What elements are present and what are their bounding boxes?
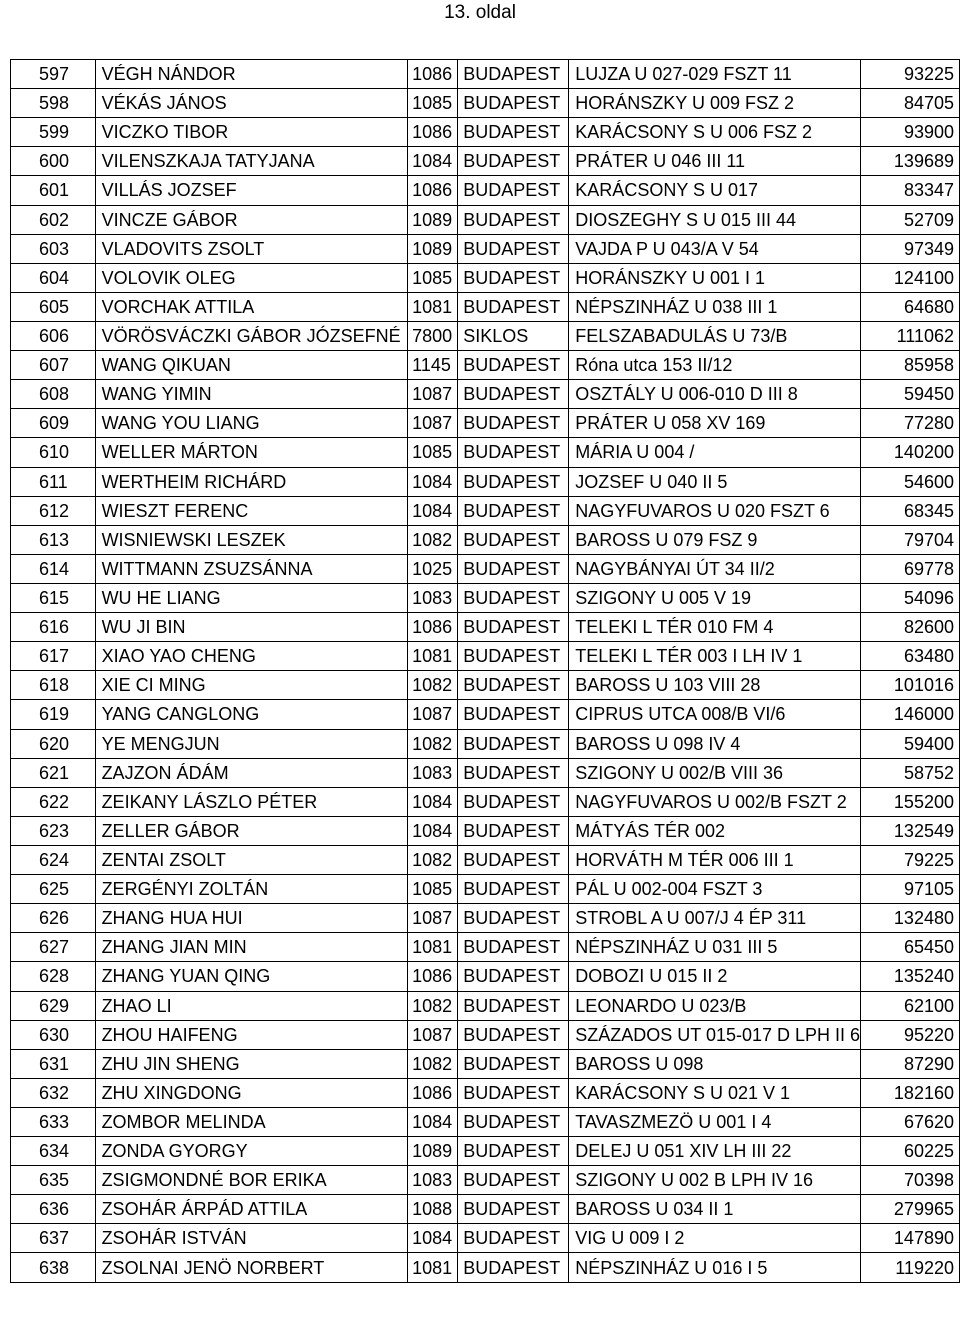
address-cell: NAGYFUVAROS U 002/B FSZT 2 xyxy=(569,787,861,816)
postal-code-cell: 1089 xyxy=(408,234,458,263)
amount-cell: 111062 xyxy=(861,321,960,350)
table-row xyxy=(11,904,960,933)
name-cell: VÖRÖSVÁCZKI GÁBOR JÓZSEFNÉ xyxy=(95,321,408,350)
address-cell: PÁL U 002-004 FSZT 3 xyxy=(569,875,861,904)
table-row xyxy=(11,438,960,467)
city-cell: BUDAPEST xyxy=(458,467,569,496)
postal-code-cell: 1084 xyxy=(408,1107,458,1136)
postal-code-cell: 1084 xyxy=(408,816,458,845)
address-cell: BAROSS U 098 xyxy=(569,1049,861,1078)
address-cell: PRÁTER U 058 XV 169 xyxy=(569,409,861,438)
name-cell: VILLÁS JOZSEF xyxy=(95,176,408,205)
amount-cell: 124100 xyxy=(861,263,960,292)
amount-cell: 147890 xyxy=(861,1224,960,1253)
row-number: 624 xyxy=(11,845,96,874)
name-cell: ZERGÉNYI ZOLTÁN xyxy=(95,875,408,904)
table-row xyxy=(11,787,960,816)
address-cell: SZIGONY U 002/B VIII 36 xyxy=(569,758,861,787)
city-cell: BUDAPEST xyxy=(458,525,569,554)
address-cell: STROBL A U 007/J 4 ÉP 311 xyxy=(569,904,861,933)
amount-cell: 54096 xyxy=(861,583,960,612)
row-number: 610 xyxy=(11,438,96,467)
postal-code-cell: 1089 xyxy=(408,205,458,234)
postal-code-cell: 1082 xyxy=(408,525,458,554)
city-cell: BUDAPEST xyxy=(458,1078,569,1107)
name-cell: ZEIKANY LÁSZLO PÉTER xyxy=(95,787,408,816)
postal-code-cell: 1081 xyxy=(408,933,458,962)
amount-cell: 58752 xyxy=(861,758,960,787)
postal-code-cell: 7800 xyxy=(408,321,458,350)
name-cell: ZHANG JIAN MIN xyxy=(95,933,408,962)
postal-code-cell: 1025 xyxy=(408,554,458,583)
city-cell: BUDAPEST xyxy=(458,875,569,904)
postal-code-cell: 1089 xyxy=(408,1137,458,1166)
row-number: 615 xyxy=(11,583,96,612)
postal-code-cell: 1084 xyxy=(408,1224,458,1253)
city-cell: BUDAPEST xyxy=(458,292,569,321)
name-cell: ZHANG YUAN QING xyxy=(95,962,408,991)
name-cell: ZHAO LI xyxy=(95,991,408,1020)
city-cell: BUDAPEST xyxy=(458,671,569,700)
page-number-label: 13. oldal xyxy=(444,2,516,23)
amount-cell: 82600 xyxy=(861,613,960,642)
table-row xyxy=(11,845,960,874)
city-cell: BUDAPEST xyxy=(458,642,569,671)
row-number: 636 xyxy=(11,1195,96,1224)
address-cell: MÁTYÁS TÉR 002 xyxy=(569,816,861,845)
postal-code-cell: 1084 xyxy=(408,147,458,176)
row-number: 628 xyxy=(11,962,96,991)
city-cell: BUDAPEST xyxy=(458,1253,569,1282)
postal-code-cell: 1086 xyxy=(408,962,458,991)
name-cell: ZSOHÁR ISTVÁN xyxy=(95,1224,408,1253)
amount-cell: 182160 xyxy=(861,1078,960,1107)
city-cell: BUDAPEST xyxy=(458,380,569,409)
address-cell: HORÁNSZKY U 001 I 1 xyxy=(569,263,861,292)
table-row xyxy=(11,816,960,845)
city-cell: BUDAPEST xyxy=(458,351,569,380)
row-number: 632 xyxy=(11,1078,96,1107)
postal-code-cell: 1087 xyxy=(408,1020,458,1049)
amount-cell: 146000 xyxy=(861,700,960,729)
row-number: 597 xyxy=(11,60,96,89)
city-cell: SIKLOS xyxy=(458,321,569,350)
name-cell: ZHU JIN SHENG xyxy=(95,1049,408,1078)
name-cell: VICZKO TIBOR xyxy=(95,118,408,147)
table-row xyxy=(11,1195,960,1224)
postal-code-cell: 1086 xyxy=(408,176,458,205)
amount-cell: 77280 xyxy=(861,409,960,438)
row-number: 630 xyxy=(11,1020,96,1049)
city-cell: BUDAPEST xyxy=(458,438,569,467)
row-number: 608 xyxy=(11,380,96,409)
postal-code-cell: 1082 xyxy=(408,729,458,758)
city-cell: BUDAPEST xyxy=(458,554,569,583)
amount-cell: 95220 xyxy=(861,1020,960,1049)
row-number: 616 xyxy=(11,613,96,642)
row-number: 612 xyxy=(11,496,96,525)
table-row xyxy=(11,991,960,1020)
row-number: 598 xyxy=(11,89,96,118)
amount-cell: 119220 xyxy=(861,1253,960,1282)
name-cell: WITTMANN ZSUZSÁNNA xyxy=(95,554,408,583)
amount-cell: 68345 xyxy=(861,496,960,525)
table-row xyxy=(11,642,960,671)
address-cell: HORVÁTH M TÉR 006 III 1 xyxy=(569,845,861,874)
city-cell: BUDAPEST xyxy=(458,176,569,205)
table-row xyxy=(11,118,960,147)
amount-cell: 97105 xyxy=(861,875,960,904)
table-row xyxy=(11,1078,960,1107)
row-number: 617 xyxy=(11,642,96,671)
postal-code-cell: 1088 xyxy=(408,1195,458,1224)
city-cell: BUDAPEST xyxy=(458,60,569,89)
address-cell: VAJDA P U 043/A V 54 xyxy=(569,234,861,263)
table-row xyxy=(11,1137,960,1166)
name-cell: ZOMBOR MELINDA xyxy=(95,1107,408,1136)
table-row xyxy=(11,613,960,642)
row-number: 604 xyxy=(11,263,96,292)
city-cell: BUDAPEST xyxy=(458,845,569,874)
postal-code-cell: 1086 xyxy=(408,60,458,89)
amount-cell: 83347 xyxy=(861,176,960,205)
table-row xyxy=(11,671,960,700)
name-cell: XIE CI MING xyxy=(95,671,408,700)
name-cell: ZENTAI ZSOLT xyxy=(95,845,408,874)
address-cell: SZIGONY U 002 B LPH IV 16 xyxy=(569,1166,861,1195)
table-row xyxy=(11,351,960,380)
row-number: 611 xyxy=(11,467,96,496)
address-cell: LEONARDO U 023/B xyxy=(569,991,861,1020)
table-row xyxy=(11,292,960,321)
amount-cell: 59400 xyxy=(861,729,960,758)
city-cell: BUDAPEST xyxy=(458,787,569,816)
amount-cell: 87290 xyxy=(861,1049,960,1078)
amount-cell: 54600 xyxy=(861,467,960,496)
row-number: 605 xyxy=(11,292,96,321)
table-row xyxy=(11,467,960,496)
address-cell: OSZTÁLY U 006-010 D III 8 xyxy=(569,380,861,409)
amount-cell: 85958 xyxy=(861,351,960,380)
table-row xyxy=(11,1020,960,1049)
address-cell: NAGYFUVAROS U 020 FSZT 6 xyxy=(569,496,861,525)
postal-code-cell: 1083 xyxy=(408,583,458,612)
address-cell: KARÁCSONY S U 021 V 1 xyxy=(569,1078,861,1107)
postal-code-cell: 1082 xyxy=(408,671,458,700)
address-cell: PRÁTER U 046 III 11 xyxy=(569,147,861,176)
name-cell: YANG CANGLONG xyxy=(95,700,408,729)
amount-cell: 139689 xyxy=(861,147,960,176)
name-cell: ZSIGMONDNÉ BOR ERIKA xyxy=(95,1166,408,1195)
amount-cell: 101016 xyxy=(861,671,960,700)
postal-code-cell: 1145 xyxy=(408,351,458,380)
amount-cell: 59450 xyxy=(861,380,960,409)
address-cell: NÉPSZINHÁZ U 016 I 5 xyxy=(569,1253,861,1282)
table-row xyxy=(11,525,960,554)
address-cell: DIOSZEGHY S U 015 III 44 xyxy=(569,205,861,234)
city-cell: BUDAPEST xyxy=(458,1107,569,1136)
city-cell: BUDAPEST xyxy=(458,1166,569,1195)
row-number: 609 xyxy=(11,409,96,438)
city-cell: BUDAPEST xyxy=(458,904,569,933)
table-row xyxy=(11,554,960,583)
name-cell: WANG YOU LIANG xyxy=(95,409,408,438)
city-cell: BUDAPEST xyxy=(458,1195,569,1224)
postal-code-cell: 1081 xyxy=(408,1253,458,1282)
postal-code-cell: 1086 xyxy=(408,118,458,147)
row-number: 638 xyxy=(11,1253,96,1282)
postal-code-cell: 1083 xyxy=(408,1166,458,1195)
name-cell: YE MENGJUN xyxy=(95,729,408,758)
address-cell: CIPRUS UTCA 008/B VI/6 xyxy=(569,700,861,729)
table-row xyxy=(11,1107,960,1136)
postal-code-cell: 1086 xyxy=(408,613,458,642)
address-cell: DOBOZI U 015 II 2 xyxy=(569,962,861,991)
name-cell: VINCZE GÁBOR xyxy=(95,205,408,234)
city-cell: BUDAPEST xyxy=(458,729,569,758)
address-cell: BAROSS U 079 FSZ 9 xyxy=(569,525,861,554)
amount-cell: 60225 xyxy=(861,1137,960,1166)
amount-cell: 97349 xyxy=(861,234,960,263)
amount-cell: 62100 xyxy=(861,991,960,1020)
table-row xyxy=(11,933,960,962)
row-number: 618 xyxy=(11,671,96,700)
table-row xyxy=(11,1224,960,1253)
name-cell: WIESZT FERENC xyxy=(95,496,408,525)
postal-code-cell: 1087 xyxy=(408,380,458,409)
amount-cell: 69778 xyxy=(861,554,960,583)
postal-code-cell: 1081 xyxy=(408,292,458,321)
name-cell: XIAO YAO CHENG xyxy=(95,642,408,671)
postal-code-cell: 1082 xyxy=(408,991,458,1020)
address-cell: TELEKI L TÉR 003 I LH IV 1 xyxy=(569,642,861,671)
address-cell: FELSZABADULÁS U 73/B xyxy=(569,321,861,350)
city-cell: BUDAPEST xyxy=(458,613,569,642)
city-cell: BUDAPEST xyxy=(458,758,569,787)
name-cell: VÉKÁS JÁNOS xyxy=(95,89,408,118)
row-number: 613 xyxy=(11,525,96,554)
address-cell: VIG U 009 I 2 xyxy=(569,1224,861,1253)
address-cell: DELEJ U 051 XIV LH III 22 xyxy=(569,1137,861,1166)
amount-cell: 155200 xyxy=(861,787,960,816)
row-number: 634 xyxy=(11,1137,96,1166)
address-cell: JOZSEF U 040 II 5 xyxy=(569,467,861,496)
address-cell: TAVASZMEZÖ U 001 I 4 xyxy=(569,1107,861,1136)
row-number: 621 xyxy=(11,758,96,787)
city-cell: BUDAPEST xyxy=(458,700,569,729)
address-cell: NAGYBÁNYAI ÚT 34 II/2 xyxy=(569,554,861,583)
name-cell: ZHU XINGDONG xyxy=(95,1078,408,1107)
amount-cell: 70398 xyxy=(861,1166,960,1195)
address-cell: KARÁCSONY S U 006 FSZ 2 xyxy=(569,118,861,147)
postal-code-cell: 1084 xyxy=(408,787,458,816)
row-number: 607 xyxy=(11,351,96,380)
row-number: 622 xyxy=(11,787,96,816)
row-number: 626 xyxy=(11,904,96,933)
city-cell: BUDAPEST xyxy=(458,496,569,525)
amount-cell: 84705 xyxy=(861,89,960,118)
name-cell: VLADOVITS ZSOLT xyxy=(95,234,408,263)
name-cell: VOLOVIK OLEG xyxy=(95,263,408,292)
city-cell: BUDAPEST xyxy=(458,933,569,962)
table-row xyxy=(11,176,960,205)
address-cell: HORÁNSZKY U 009 FSZ 2 xyxy=(569,89,861,118)
address-cell: TELEKI L TÉR 010 FM 4 xyxy=(569,613,861,642)
postal-code-cell: 1085 xyxy=(408,438,458,467)
table-row xyxy=(11,1166,960,1195)
row-number: 601 xyxy=(11,176,96,205)
city-cell: BUDAPEST xyxy=(458,205,569,234)
amount-cell: 132480 xyxy=(861,904,960,933)
address-cell: BAROSS U 098 IV 4 xyxy=(569,729,861,758)
postal-code-cell: 1087 xyxy=(408,409,458,438)
amount-cell: 93900 xyxy=(861,118,960,147)
city-cell: BUDAPEST xyxy=(458,1020,569,1049)
table-row xyxy=(11,321,960,350)
table-row xyxy=(11,89,960,118)
city-cell: BUDAPEST xyxy=(458,1224,569,1253)
table-row xyxy=(11,496,960,525)
amount-cell: 63480 xyxy=(861,642,960,671)
row-number: 602 xyxy=(11,205,96,234)
city-cell: BUDAPEST xyxy=(458,263,569,292)
row-number: 614 xyxy=(11,554,96,583)
address-cell: KARÁCSONY S U 017 xyxy=(569,176,861,205)
postal-code-cell: 1087 xyxy=(408,904,458,933)
name-cell: ZONDA GYORGY xyxy=(95,1137,408,1166)
amount-cell: 135240 xyxy=(861,962,960,991)
city-cell: BUDAPEST xyxy=(458,118,569,147)
postal-code-cell: 1085 xyxy=(408,89,458,118)
name-cell: VÉGH NÁNDOR xyxy=(95,60,408,89)
postal-code-cell: 1083 xyxy=(408,758,458,787)
postal-code-cell: 1081 xyxy=(408,642,458,671)
table-row xyxy=(11,234,960,263)
table-row xyxy=(11,700,960,729)
address-cell: SZIGONY U 005 V 19 xyxy=(569,583,861,612)
table-row xyxy=(11,205,960,234)
table-row xyxy=(11,263,960,292)
postal-code-cell: 1084 xyxy=(408,467,458,496)
address-cell: Róna utca 153 II/12 xyxy=(569,351,861,380)
row-number: 620 xyxy=(11,729,96,758)
city-cell: BUDAPEST xyxy=(458,816,569,845)
city-cell: BUDAPEST xyxy=(458,1049,569,1078)
table-row xyxy=(11,875,960,904)
row-number: 635 xyxy=(11,1166,96,1195)
name-cell: ZSOLNAI JENÖ NORBERT xyxy=(95,1253,408,1282)
address-cell: NÉPSZINHÁZ U 031 III 5 xyxy=(569,933,861,962)
row-number: 637 xyxy=(11,1224,96,1253)
table-row xyxy=(11,962,960,991)
name-cell: WERTHEIM RICHÁRD xyxy=(95,467,408,496)
city-cell: BUDAPEST xyxy=(458,991,569,1020)
city-cell: BUDAPEST xyxy=(458,962,569,991)
row-number: 631 xyxy=(11,1049,96,1078)
amount-cell: 79225 xyxy=(861,845,960,874)
row-number: 619 xyxy=(11,700,96,729)
amount-cell: 79704 xyxy=(861,525,960,554)
table-row xyxy=(11,583,960,612)
table-row xyxy=(11,380,960,409)
table-row xyxy=(11,758,960,787)
postal-code-cell: 1085 xyxy=(408,875,458,904)
name-cell: VILENSZKAJA TATYJANA xyxy=(95,147,408,176)
address-cell: BAROSS U 103 VIII 28 xyxy=(569,671,861,700)
name-cell: ZHANG HUA HUI xyxy=(95,904,408,933)
postal-code-cell: 1082 xyxy=(408,1049,458,1078)
postal-code-cell: 1087 xyxy=(408,700,458,729)
city-cell: BUDAPEST xyxy=(458,147,569,176)
name-cell: ZHOU HAIFENG xyxy=(95,1020,408,1049)
address-cell: NÉPSZINHÁZ U 038 III 1 xyxy=(569,292,861,321)
amount-cell: 140200 xyxy=(861,438,960,467)
row-number: 627 xyxy=(11,933,96,962)
amount-cell: 65450 xyxy=(861,933,960,962)
row-number: 600 xyxy=(11,147,96,176)
city-cell: BUDAPEST xyxy=(458,583,569,612)
row-number: 599 xyxy=(11,118,96,147)
name-cell: VORCHAK ATTILA xyxy=(95,292,408,321)
name-cell: WELLER MÁRTON xyxy=(95,438,408,467)
row-number: 623 xyxy=(11,816,96,845)
city-cell: BUDAPEST xyxy=(458,409,569,438)
row-number: 603 xyxy=(11,234,96,263)
amount-cell: 67620 xyxy=(861,1107,960,1136)
amount-cell: 64680 xyxy=(861,292,960,321)
amount-cell: 52709 xyxy=(861,205,960,234)
postal-code-cell: 1084 xyxy=(408,496,458,525)
row-number: 606 xyxy=(11,321,96,350)
table-row xyxy=(11,147,960,176)
name-cell: ZELLER GÁBOR xyxy=(95,816,408,845)
postal-code-cell: 1086 xyxy=(408,1078,458,1107)
name-cell: ZAJZON ÁDÁM xyxy=(95,758,408,787)
row-number: 629 xyxy=(11,991,96,1020)
table-row xyxy=(11,60,960,89)
table-row xyxy=(11,729,960,758)
name-cell: WANG QIKUAN xyxy=(95,351,408,380)
records-table xyxy=(10,59,960,1283)
name-cell: WU JI BIN xyxy=(95,613,408,642)
amount-cell: 93225 xyxy=(861,60,960,89)
address-cell: LUJZA U 027-029 FSZT 11 xyxy=(569,60,861,89)
table-row xyxy=(11,409,960,438)
row-number: 633 xyxy=(11,1107,96,1136)
city-cell: BUDAPEST xyxy=(458,89,569,118)
row-number: 625 xyxy=(11,875,96,904)
name-cell: WANG YIMIN xyxy=(95,380,408,409)
amount-cell: 279965 xyxy=(861,1195,960,1224)
address-cell: MÁRIA U 004 / xyxy=(569,438,861,467)
name-cell: WISNIEWSKI LESZEK xyxy=(95,525,408,554)
amount-cell: 132549 xyxy=(861,816,960,845)
postal-code-cell: 1082 xyxy=(408,845,458,874)
city-cell: BUDAPEST xyxy=(458,234,569,263)
name-cell: ZSOHÁR ÁRPÁD ATTILA xyxy=(95,1195,408,1224)
address-cell: BAROSS U 034 II 1 xyxy=(569,1195,861,1224)
name-cell: WU HE LIANG xyxy=(95,583,408,612)
city-cell: BUDAPEST xyxy=(458,1137,569,1166)
table-row xyxy=(11,1049,960,1078)
postal-code-cell: 1085 xyxy=(408,263,458,292)
address-cell: SZÁZADOS UT 015-017 D LPH II 6 xyxy=(569,1020,861,1049)
table-row xyxy=(11,1253,960,1282)
